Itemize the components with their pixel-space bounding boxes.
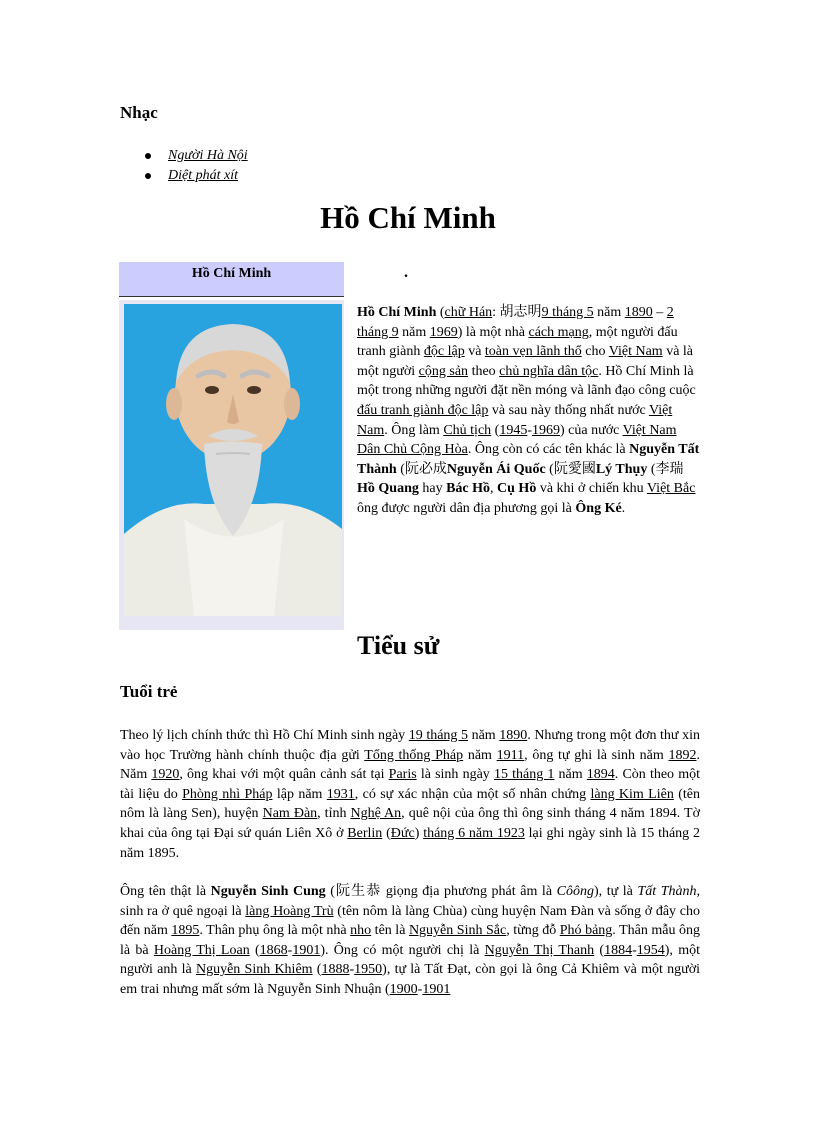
text: năm bbox=[554, 767, 587, 783]
link[interactable]: 1901 bbox=[422, 981, 451, 997]
text: và sau này thống nhất nước bbox=[488, 402, 649, 418]
text: ( bbox=[249, 942, 260, 958]
music-heading: Nhạc bbox=[120, 103, 158, 122]
text: , một người đấu tranh giành bbox=[357, 324, 678, 360]
text: và là một người bbox=[357, 344, 694, 379]
music-list bbox=[145, 146, 248, 186]
text: (tên nôm là làng Chùa) cùng huyện Nam Đàn và sống ở đây cho đến năm bbox=[120, 903, 700, 939]
link[interactable]: Chủ tịch bbox=[443, 422, 492, 438]
text: ) bbox=[414, 825, 424, 841]
text: ( bbox=[382, 825, 391, 841]
text: và khi ở chiến khu bbox=[536, 481, 647, 497]
text: ( bbox=[491, 422, 500, 438]
link[interactable]: 15 tháng 1 bbox=[493, 767, 555, 783]
link[interactable]: 1969 bbox=[429, 324, 458, 340]
text: . Nhưng trong một đơn thư xin vào học Trường hành chính thuộc địa gửi bbox=[120, 728, 700, 763]
italic-text: Côông bbox=[556, 884, 594, 899]
link[interactable]: 1950 bbox=[354, 962, 383, 978]
text: năm bbox=[468, 728, 500, 743]
intro-paragraph bbox=[357, 303, 702, 519]
link[interactable]: Hoàng Thị Loan bbox=[153, 942, 250, 958]
link[interactable]: Việt Nam bbox=[357, 402, 673, 438]
text: ) của nước bbox=[560, 422, 623, 438]
link[interactable]: 1920 bbox=[151, 767, 180, 783]
stray-dot: . bbox=[404, 264, 408, 281]
text: ông được người dân địa phương gọi là bbox=[357, 500, 576, 516]
text: . Ông làm bbox=[384, 422, 444, 438]
text: . bbox=[621, 500, 626, 516]
link[interactable]: Việt Nam Dân Chủ Cộng Hòa bbox=[357, 422, 677, 458]
page-title: Hồ Chí Minh bbox=[320, 200, 496, 235]
bullet-icon bbox=[145, 173, 151, 179]
text: lập năm bbox=[272, 786, 327, 802]
text: , từng đỗ bbox=[506, 923, 560, 939]
text: và bbox=[464, 344, 485, 360]
text: . Còn theo một tài liệu do bbox=[120, 767, 700, 802]
link[interactable]: làng Kim Liên bbox=[590, 786, 674, 802]
bold-name: Ông Ké bbox=[575, 500, 622, 516]
link[interactable]: toàn vẹn lãnh thổ bbox=[484, 344, 582, 360]
text: , ông tự ghi là sinh năm bbox=[524, 747, 669, 763]
text: (阮生恭 bbox=[325, 884, 386, 899]
bold-name: Hồ Quang bbox=[357, 481, 419, 497]
link[interactable]: 1901 bbox=[292, 942, 321, 958]
text: , có sự xác nhận của một số nhân chứng bbox=[354, 786, 591, 802]
link[interactable]: Việt Nam bbox=[608, 344, 663, 360]
text: lại ghi ngày sinh là 15 tháng 2 năm 1895. bbox=[120, 825, 700, 861]
text: - bbox=[287, 942, 293, 958]
link[interactable]: 1900 bbox=[389, 981, 418, 997]
text: giọng địa phương phát âm là bbox=[385, 884, 557, 899]
link[interactable]: Tổng thống Pháp bbox=[364, 747, 464, 763]
link[interactable]: Phòng nhì Pháp bbox=[182, 786, 273, 802]
body-paragraph bbox=[120, 882, 700, 1000]
link[interactable]: 1890 bbox=[624, 305, 653, 320]
link[interactable]: làng Hoàng Trù bbox=[245, 903, 334, 919]
link[interactable]: 1894 bbox=[586, 767, 615, 783]
bold-name: Cụ Hồ bbox=[497, 481, 537, 497]
text: . Hồ Chí Minh là một trong những người đặt nền móng và lãnh đạo công cuộc bbox=[357, 363, 696, 399]
text: Theo lý lịch chính thức thì Hồ Chí Minh sinh ngày bbox=[120, 728, 409, 743]
text: : 胡志明 bbox=[492, 305, 542, 320]
link[interactable]: 1954 bbox=[636, 942, 665, 958]
link[interactable]: Nguyễn Thị Thanh bbox=[484, 942, 595, 958]
list-item bbox=[145, 146, 248, 166]
link[interactable]: 1969 bbox=[532, 422, 561, 438]
text: ( bbox=[594, 942, 605, 958]
link[interactable]: 9 tháng 5 bbox=[541, 305, 594, 320]
text: . Năm bbox=[120, 747, 700, 783]
link[interactable]: 1890 bbox=[499, 728, 528, 743]
text: cho bbox=[581, 344, 609, 360]
text: Ông tên thật là bbox=[120, 884, 211, 899]
text: , quê nội của ông thì ông sinh tháng 4 năm 1894. Tờ khai của ông tại Đại sứ quán Liên Xô ở bbox=[120, 806, 700, 841]
text: – bbox=[652, 305, 667, 320]
text: ) là một nhà bbox=[457, 324, 529, 340]
link[interactable]: chữ Hán bbox=[444, 305, 493, 320]
text: (tên nôm là làng Sen), huyện bbox=[120, 786, 700, 822]
link[interactable]: 2 tháng 9 bbox=[357, 305, 674, 340]
link[interactable]: nho bbox=[350, 923, 372, 939]
text: ), một người anh là bbox=[120, 942, 700, 978]
list-item bbox=[145, 166, 248, 186]
infobox-caption: Hồ Chí Minh bbox=[119, 262, 344, 297]
text: (李瑞 bbox=[647, 461, 684, 477]
bold-name: Hồ Chí Minh bbox=[357, 305, 437, 320]
text: ( bbox=[436, 305, 445, 320]
text: , sinh ra ở quê ngoại là bbox=[120, 884, 701, 919]
text: ), tự là bbox=[593, 884, 638, 899]
link[interactable]: 1892 bbox=[668, 747, 697, 763]
text: - bbox=[349, 962, 355, 978]
bold-name: Bác Hồ bbox=[446, 481, 491, 497]
text: - bbox=[527, 422, 533, 438]
link[interactable]: 1931 bbox=[326, 786, 355, 802]
song-link[interactable]: Diệt phát xít bbox=[168, 168, 238, 183]
text: . Thân phụ ông là một nhà bbox=[199, 923, 351, 939]
link[interactable]: Nguyễn Sinh Khiêm bbox=[195, 962, 313, 978]
link[interactable]: tháng 6 năm 1923 bbox=[423, 825, 525, 841]
text: ). Ông có một người chị là bbox=[320, 942, 485, 958]
text: (阮必成 bbox=[396, 461, 447, 477]
infobox-frame bbox=[119, 300, 344, 630]
link[interactable]: Đức bbox=[390, 825, 415, 841]
text: , ông khai với một quân cảnh sát tại bbox=[179, 767, 389, 783]
text: năm bbox=[398, 324, 430, 340]
link[interactable]: Paris bbox=[388, 767, 417, 783]
text: năm bbox=[463, 747, 497, 763]
text: tên là bbox=[371, 923, 409, 939]
text: năm bbox=[593, 305, 625, 320]
portrait-image bbox=[124, 304, 342, 616]
text: , bbox=[490, 481, 498, 497]
link[interactable]: Berlin bbox=[347, 825, 383, 841]
text: theo bbox=[468, 363, 500, 379]
subsection-title: Tuổi trẻ bbox=[120, 682, 178, 701]
infobox bbox=[119, 262, 346, 632]
link[interactable]: độc lập bbox=[423, 344, 465, 360]
bold-name: Nguyễn Tất Thành bbox=[357, 442, 700, 477]
italic-text: Tất Thành bbox=[637, 884, 697, 899]
song-link[interactable]: Người Hà Nội bbox=[168, 148, 248, 163]
link[interactable]: cách mạng bbox=[528, 324, 589, 340]
bold-name: Nguyễn Ái Quốc bbox=[446, 461, 546, 477]
text: hay bbox=[418, 481, 447, 497]
link[interactable]: Phó bảng bbox=[559, 923, 613, 939]
text: ), tự là Tất Đạt, còn gọi là ông Cả Khiêm và một người em trai nhưng mất sớm là Nguyễn Sinh Nhuận ( bbox=[120, 962, 700, 997]
link[interactable]: Nam Đàn bbox=[262, 806, 318, 822]
text: là sinh ngày bbox=[416, 767, 494, 783]
link[interactable]: 1895 bbox=[171, 923, 200, 939]
link[interactable]: 1884 bbox=[604, 942, 633, 958]
text: - bbox=[417, 981, 423, 997]
link[interactable]: 19 tháng 5 bbox=[408, 728, 468, 743]
link[interactable]: Việt Bắc bbox=[646, 481, 696, 497]
text: , tỉnh bbox=[317, 806, 351, 822]
link[interactable]: chủ nghĩa dân tộc bbox=[499, 363, 599, 379]
body-paragraph bbox=[120, 726, 700, 863]
link[interactable]: đấu tranh giành độc lập bbox=[357, 402, 489, 418]
link[interactable]: 1888 bbox=[321, 962, 350, 978]
text: . Ông còn có các tên khác là bbox=[467, 442, 630, 458]
link[interactable]: Nghệ An bbox=[350, 806, 402, 822]
link[interactable]: 1911 bbox=[496, 747, 525, 763]
bold-name: Lý Thụy bbox=[595, 461, 648, 477]
text: ( bbox=[312, 962, 322, 978]
section-title: Tiểu sử bbox=[357, 631, 440, 660]
text: . Thân mẫu ông là bà bbox=[120, 923, 700, 958]
link[interactable]: cộng sản bbox=[418, 363, 469, 379]
link[interactable]: Nguyễn Sinh Sắc bbox=[408, 923, 507, 939]
text: (阮愛國 bbox=[545, 461, 596, 477]
link[interactable]: 1868 bbox=[259, 942, 288, 958]
link[interactable]: 1945 bbox=[499, 422, 528, 438]
text: - bbox=[632, 942, 637, 958]
bullet-icon bbox=[145, 153, 151, 159]
bold-name: Nguyễn Sinh Cung bbox=[210, 884, 326, 899]
